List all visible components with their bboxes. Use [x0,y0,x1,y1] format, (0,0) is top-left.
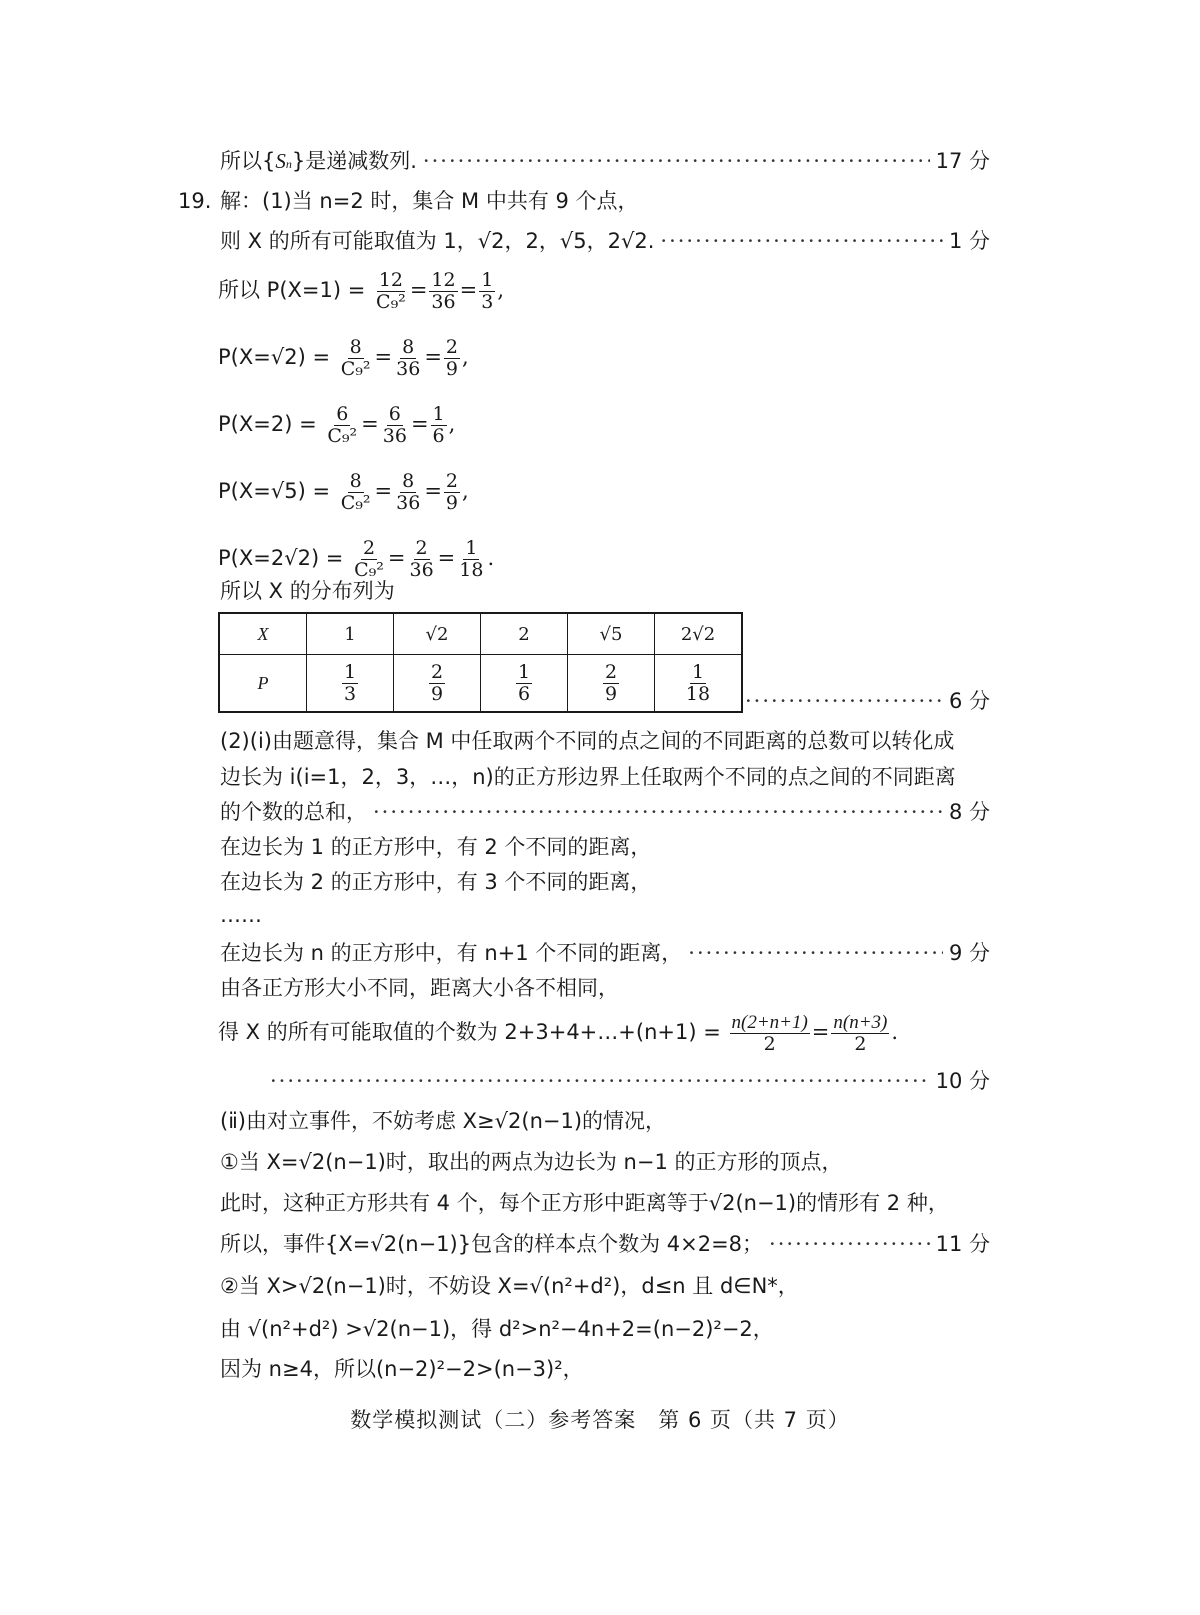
denominator: 2 [763,1033,776,1055]
case2b-line: 由 √(n²+d²) >√2(n−1)，得 d²>n²−4n+2=(n−2)²−2， [220,1317,774,1341]
fraction [407,538,435,581]
page-footer: 数学模拟测试（二）参考答案 第 6 页（共 7 页） [350,1408,850,1432]
numerator: 8 [402,336,415,358]
numerator: 6 [388,403,401,425]
prob-line-3: P(X=2) = $\frac{6}{\text{C₉²}}$ = $\frac{6}{36}$ = $\frac{1}{6}$ , [218,403,456,447]
table-cell-p [394,655,481,713]
table-row-x [219,613,742,655]
part2ii-line: (ⅱ)由对立事件，不妨考虑 X≥√2(n−1)的情况， [220,1109,667,1133]
denominator: 18 [459,559,484,581]
numerator: 1 [691,660,705,683]
denominator: 3 [343,682,357,705]
table-cell-p [481,655,568,713]
fraction [730,1012,810,1055]
punct: . [487,546,495,570]
side-n-text: 在边长为 n 的正方形中，有 n+1 个不同的距离， [220,941,683,965]
numerator: 12 [431,269,456,291]
fraction [479,270,495,313]
score-1: 1 分 [948,229,990,253]
fraction [325,404,359,447]
denominator: 36 [409,559,434,581]
fraction [339,337,373,380]
table-header-p: P [219,655,307,713]
fraction [339,471,373,514]
leader-dots [423,146,930,176]
side-n-line [220,938,990,968]
score-8: 8 分 [948,800,990,824]
numerator: 8 [349,470,362,492]
score-11: 11 分 [935,1232,990,1256]
numerator: 1 [343,660,357,683]
table-cell-x: 2√2 [655,613,743,655]
part2-line-c [220,797,990,827]
denominator: 3 [481,291,494,313]
numerator: 2 [430,660,444,683]
prob-line-4: P(X=√5) = $\frac{8}{\text{C₉²}}$ = $\frac{8}{36}$ = $\frac{2}{9}$ , [218,470,469,514]
numerator: 2 [415,537,428,559]
side-2-line: 在边长为 2 的正方形中，有 3 个不同的距离， [220,870,652,894]
numerator: 8 [349,336,362,358]
fraction [352,538,386,581]
fraction [444,471,460,514]
text-b: }是递减数列. [291,149,417,173]
fraction [394,337,422,380]
denominator: 9 [445,492,459,514]
denominator: 6 [432,425,445,447]
dist-title: 所以 X 的分布列为 [220,579,395,603]
denominator: 9 [604,682,618,705]
numerator: 1 [517,660,531,683]
denominator: C₉² [354,559,384,581]
numerator: 1 [432,403,445,425]
fraction [444,337,460,380]
prob-line-1: 所以 P(X=1) = $\frac{12}{\text{C₉²}}$ = $\frac{12}{36}$ = $\frac{1}{3}$ , [218,269,504,313]
case1-line: ①当 X=√2(n−1)时，取出的两点为边长为 n−1 的正方形的顶点， [220,1150,843,1174]
table-header-x: X [219,613,307,655]
prob-lhs: P(X=2) = [218,412,317,436]
denominator: 9 [430,682,444,705]
denominator: 36 [431,291,456,313]
prob-lhs: P(X=√5) = [218,479,331,503]
count-line: 得 X 的所有可能取值的个数为 2+3+4+…+(n+1) = $\frac{n(2+n+1)}{2}$ = $\frac{n(n+3)}{2}$ . [218,1012,899,1055]
leader-dots [660,226,943,256]
q19-intro: 解：(1)当 n=2 时，集合 M 中共有 9 个点， [220,189,639,213]
denominator: 36 [396,492,421,514]
table-score-line [745,686,990,716]
case2-line: ②当 X>√2(n−1)时，不妨设 X=√(n²+d²)，d≤n 且 d∈N*， [220,1274,799,1298]
punct: , [462,479,469,503]
denominator: 6 [517,682,531,705]
summary-line-17 [220,146,990,179]
side-1-line: 在边长为 1 的正方形中，有 2 个不同的距离， [220,835,652,859]
table-row-p [219,655,742,713]
case1c-line [220,1229,990,1259]
fraction [431,404,447,447]
denominator: C₉² [340,492,371,514]
case1c-text: 所以，事件{X=√2(n−1)}包含的样本点个数为 4×2=8； [220,1232,764,1256]
denominator: 9 [445,358,459,380]
part2-line-b: 边长为 i(i=1，2，3，…，n)的正方形边界上任取两个不同的点之间的不同距离 [220,765,956,789]
numerator: 2 [445,470,459,492]
numerator: 12 [378,269,404,291]
fraction [374,270,408,313]
question-number: 19. [178,189,212,213]
numerator: 6 [336,403,349,425]
fraction [381,404,409,447]
table-cell-x: √5 [568,613,655,655]
case2c-line: 因为 n≥4，所以(n−2)²−2>(n−3)²， [220,1357,584,1381]
punct: , [497,278,504,302]
numerator: 2 [445,336,459,358]
count-text: 得 X 的所有可能取值的个数为 2+3+4+…+(n+1) = [218,1020,721,1044]
denominator: 36 [382,425,407,447]
denominator: C₉² [376,291,406,313]
fraction [457,538,485,581]
numerator: 8 [402,470,415,492]
prob-lhs: P(X=2√2) = [218,546,344,570]
denominator: 36 [396,358,421,380]
table-cell-p [655,655,743,713]
var-s: S [275,149,286,173]
numerator: 1 [465,537,478,559]
diff-line: 由各正方形大小不同，距离大小各不相同， [220,976,619,1000]
numerator: 2 [362,537,376,559]
leader-dots [745,686,943,716]
table-cell-x: 2 [481,613,568,655]
numerator: n(n+3) [833,1012,888,1033]
prob-lhs: 所以 P(X=1) = [218,278,366,302]
part2-c-text: 的个数的总和， [220,800,367,824]
values-text: 则 X 的所有可能取值为 1，√2，2，√5，2√2. [220,229,655,253]
denominator: 2 [854,1033,867,1055]
leader-dots [688,938,943,968]
table-cell-p [568,655,655,713]
leader-dots [270,1066,930,1096]
numerator: 1 [481,269,494,291]
case1b-line: 此时，这种正方形共有 4 个，每个正方形中距离等于√2(n−1)的情形有 2 种， [220,1191,949,1215]
part2-line-a: (2)(ⅰ)由题意得，集合 M 中任取两个不同的点之间的不同距离的总数可以转化成 [220,729,955,753]
ellipsis-line: …… [220,903,262,927]
table-cell-x: 1 [307,613,394,655]
prob-line-2: P(X=√2) = $\frac{8}{\text{C₉²}}$ = $\frac{8}{36}$ = $\frac{2}{9}$ , [218,336,469,380]
prob-lhs: P(X=√2) = [218,345,331,369]
table-cell-x: √2 [394,613,481,655]
leader-dots [373,797,943,827]
denominator: C₉² [340,358,371,380]
table-cell-p [307,655,394,713]
score-17: 17 分 [935,149,990,173]
fraction [429,270,457,313]
text-a: 所以{ [220,149,276,173]
punct: . [891,1020,899,1044]
denominator: 18 [685,682,711,705]
values-line [220,226,990,256]
prob-line-5: P(X=2√2) = $\frac{2}{\text{C₉²}}$ = $\frac{2}{36}$ = $\frac{1}{18}$ . [218,537,495,581]
fraction [394,471,422,514]
distribution-table [218,612,743,713]
score-6: 6 分 [948,689,990,713]
punct: , [448,412,456,436]
score-10: 10 分 [935,1069,990,1093]
numerator: 2 [604,660,618,683]
score-10-line [270,1066,990,1096]
score-9: 9 分 [948,941,990,965]
denominator: C₉² [327,425,358,447]
var-s-sub: n [285,157,292,171]
punct: , [462,345,469,369]
numerator: n(2+n+1) [731,1012,808,1033]
leader-dots [769,1229,930,1259]
fraction [831,1012,889,1055]
